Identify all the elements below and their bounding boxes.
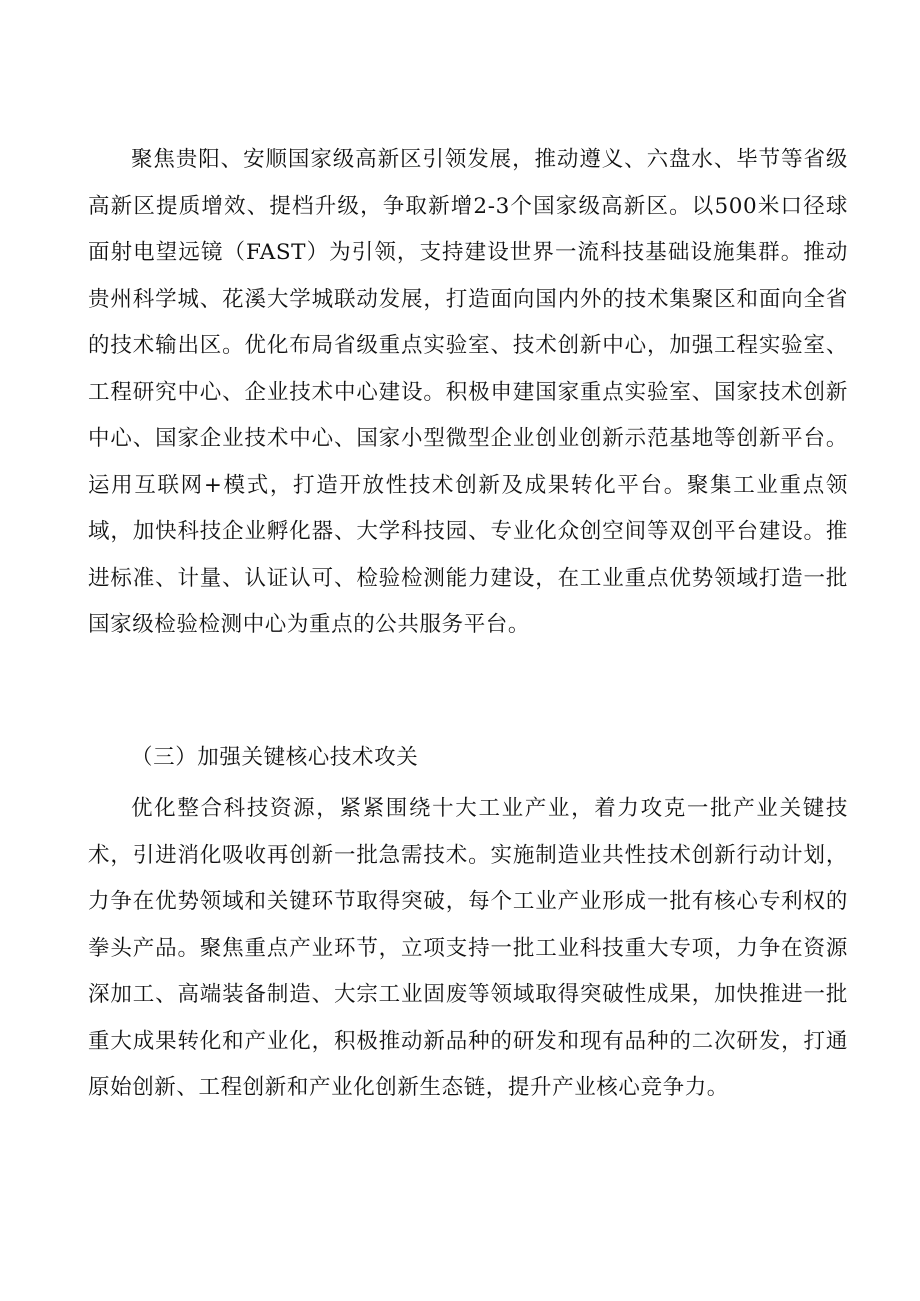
paragraph-platform-construction: 聚焦贵阳、安顺国家级高新区引领发展，推动遵义、六盘水、毕节等省级高新区提质增效、提档升级，争取新增2-3个国家级高新区。以500米口径球面射电望远镜（FAST）为引领，支持建设世界一流科技基础设施集群。推动贵州科学城、花溪大学城联动发展，打造面向国内外的技术集聚区和面向全省的技术输出区。优化布局省级重点实验室、技术创新中心，加强工程实验室、工程研究中心、企业技术中心建设。积极申建国家重点实验室、国家技术创新中心、国家企业技术中心、国家小型微型企业创业创新示范基地等创新平台。运用互联网+模式，打造开放性技术创新及成果转化平台。聚集工业重点领域，加快科技企业孵化器、大学科技园、专业化众创空间等双创平台建设。推进标准、计量、认证认可、检验检测能力建设，在工业重点优势领域打造一批国家级检验检测中心为重点的公共服务平台。 [88, 147, 848, 637]
paragraph-core-technology: 优化整合科技资源，紧紧围绕十大工业产业，着力攻克一批产业关键技术，引进消化吸收再创新一批急需技术。实施制造业共性技术创新行动计划，力争在优势领域和关键环节取得突破，每个工业产业形成一批有核心专利权的拳头产品。聚焦重点产业环节，立项支持一批工业科技重大专项，力争在资源深加工、高端装备制造、大宗工业固废等领域取得突破性成果，加快推进一批重大成果转化和产业化，积极推动新品种的研发和现有品种的二次研发，打通原始创新、工程创新和产业化创新生态链，提升产业核心竞争力。 [88, 796, 848, 1100]
section-heading: （三）加强关键核心技术攻关 [131, 745, 419, 770]
